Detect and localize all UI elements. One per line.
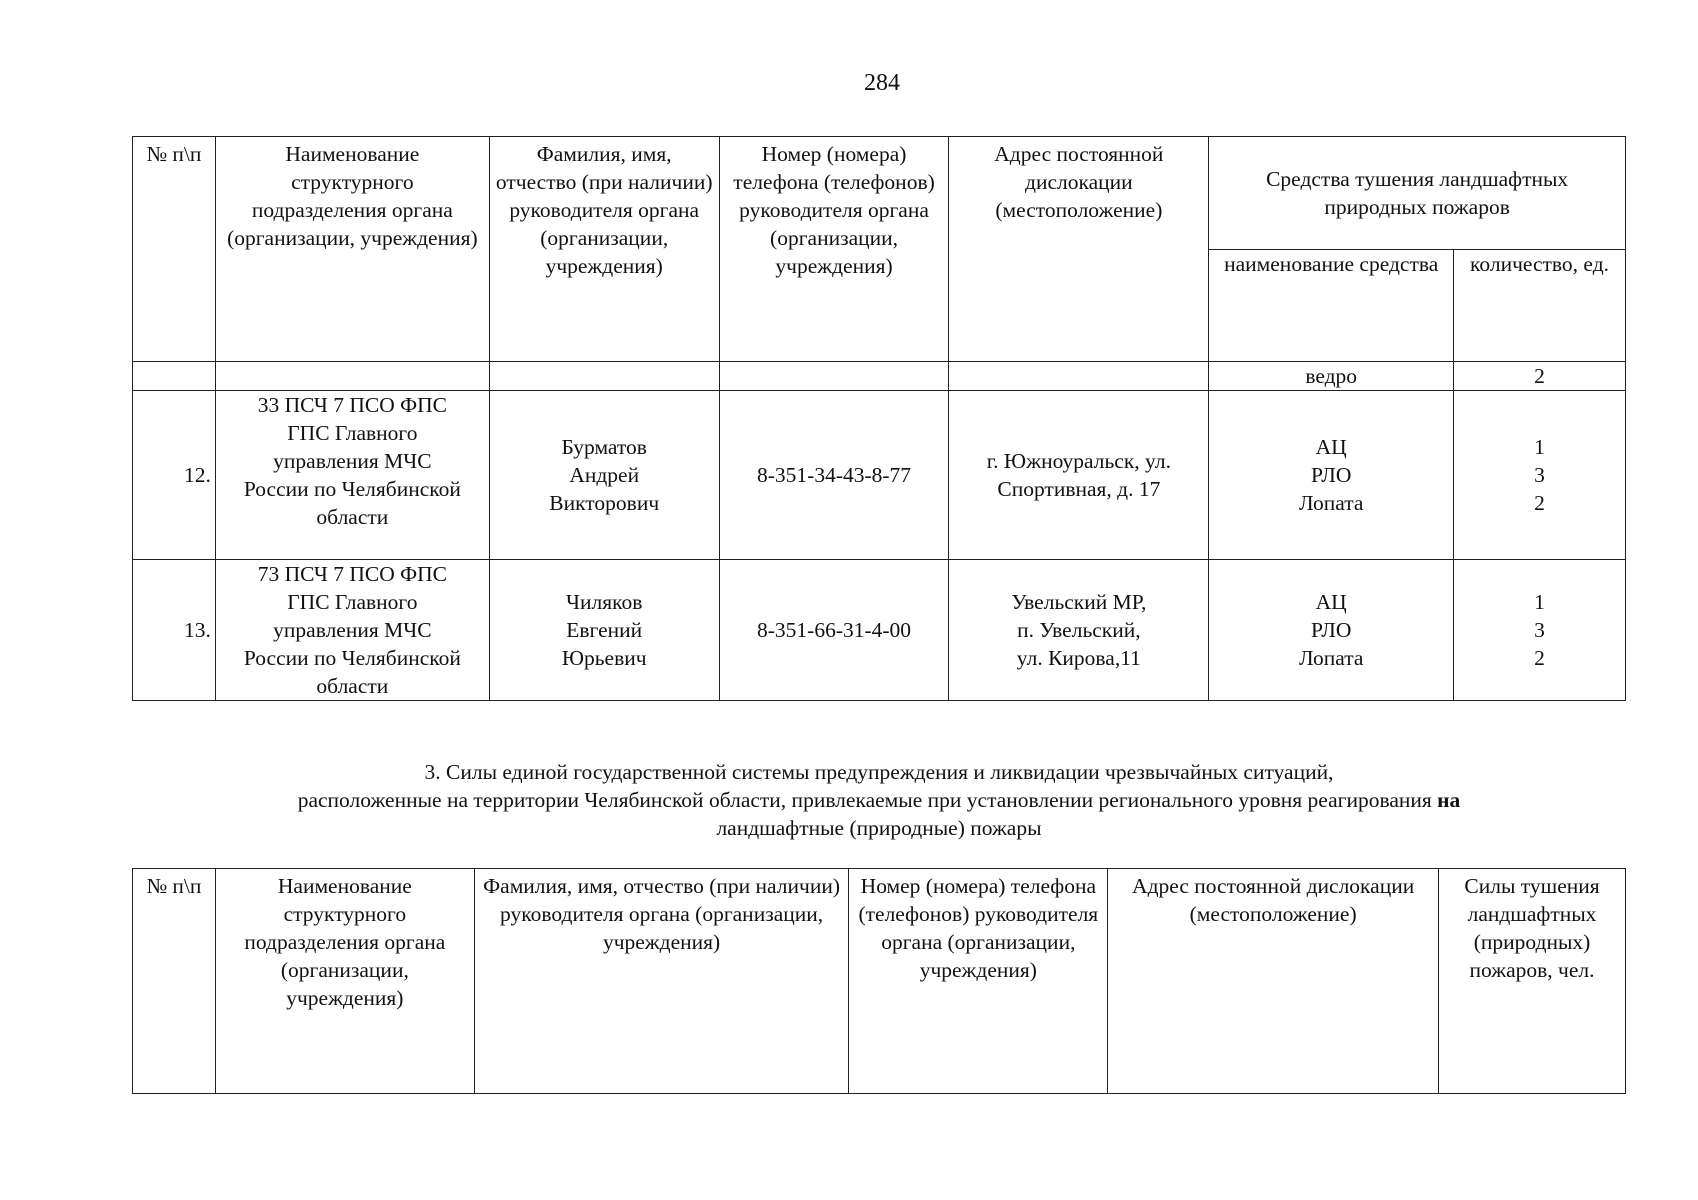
section-heading-line3: ландшафтные (природные) пожары [716, 816, 1042, 840]
header-address: Адрес постоянной дислокации (местоположение) [1108, 869, 1439, 1094]
means-items: АЦ РЛО Лопата [1209, 391, 1454, 560]
header-phone: Номер (номера) телефона (телефонов) руководителя органа (организации, учреждения) [849, 869, 1108, 1094]
address: Увельский МР, п. Увельский, ул. Кирова,11 [949, 560, 1209, 701]
head-fio: Чиляков Евгений Юрьевич [489, 560, 719, 701]
org-name: 73 ПСЧ 7 ПСО ФПС ГПС Главного управления МЧС России по Челябинской области [215, 560, 489, 701]
item-qty: 2 [1454, 362, 1626, 391]
header-num: № п\п [133, 869, 216, 1094]
header-name: Наименование структурного подразделения органа (организации, учреждения) [215, 869, 474, 1094]
means-items: АЦ РЛО Лопата [1209, 560, 1454, 701]
section-heading-line1: 3. Силы единой государственной системы предупреждения и ликвидации чрезвычайных ситуаций, [424, 760, 1334, 784]
header-address: Адрес постоянной дислокации (местоположение) [949, 137, 1209, 362]
address: г. Южноуральск, ул. Спортивная, д. 17 [949, 391, 1209, 560]
means-qty: 1 3 2 [1454, 560, 1626, 701]
table-row [133, 362, 1626, 391]
page-number: 284 [864, 70, 900, 96]
header-forces: Силы тушения ландшафтных (природных) пожаров, чел. [1439, 869, 1626, 1094]
means-qty: 1 3 2 [1454, 391, 1626, 560]
header-means-group: Средства тушения ландшафтных природных пожаров [1209, 137, 1626, 250]
item-name: ведро [1209, 362, 1454, 391]
row-num: 13. [133, 560, 216, 701]
header-phone: Номер (номера) телефона (телефонов) руководителя органа (организации, учреждения) [719, 137, 949, 362]
header-num: № п\п [133, 137, 216, 362]
org-name: 33 ПСЧ 7 ПСО ФПС ГПС Главного управления МЧС России по Челябинской области [215, 391, 489, 560]
head-fio: Бурматов Андрей Викторович [489, 391, 719, 560]
header-means-name: наименование средства [1209, 250, 1454, 362]
fire-means-table [132, 136, 1626, 701]
table-row [133, 391, 1626, 560]
section-heading-line2: расположенные на территории Челябинской области, привлекаемые при установлении регионального уровня реагирования на [297, 788, 1461, 812]
header-fio: Фамилия, имя, отчество (при наличии) руководителя органа (организации, учреждения) [474, 869, 849, 1094]
forces-table [132, 868, 1626, 1094]
phone: 8-351-34-43-8-77 [719, 391, 949, 560]
section-heading [132, 758, 1626, 842]
table-row [133, 560, 1626, 701]
phone: 8-351-66-31-4-00 [719, 560, 949, 701]
header-means-qty: количество, ед. [1454, 250, 1626, 362]
header-name: Наименование структурного подразделения органа (организации, учреждения) [215, 137, 489, 362]
header-fio: Фамилия, имя, отчество (при наличии) руководителя органа (организации, учреждения) [489, 137, 719, 362]
row-num: 12. [133, 391, 216, 560]
